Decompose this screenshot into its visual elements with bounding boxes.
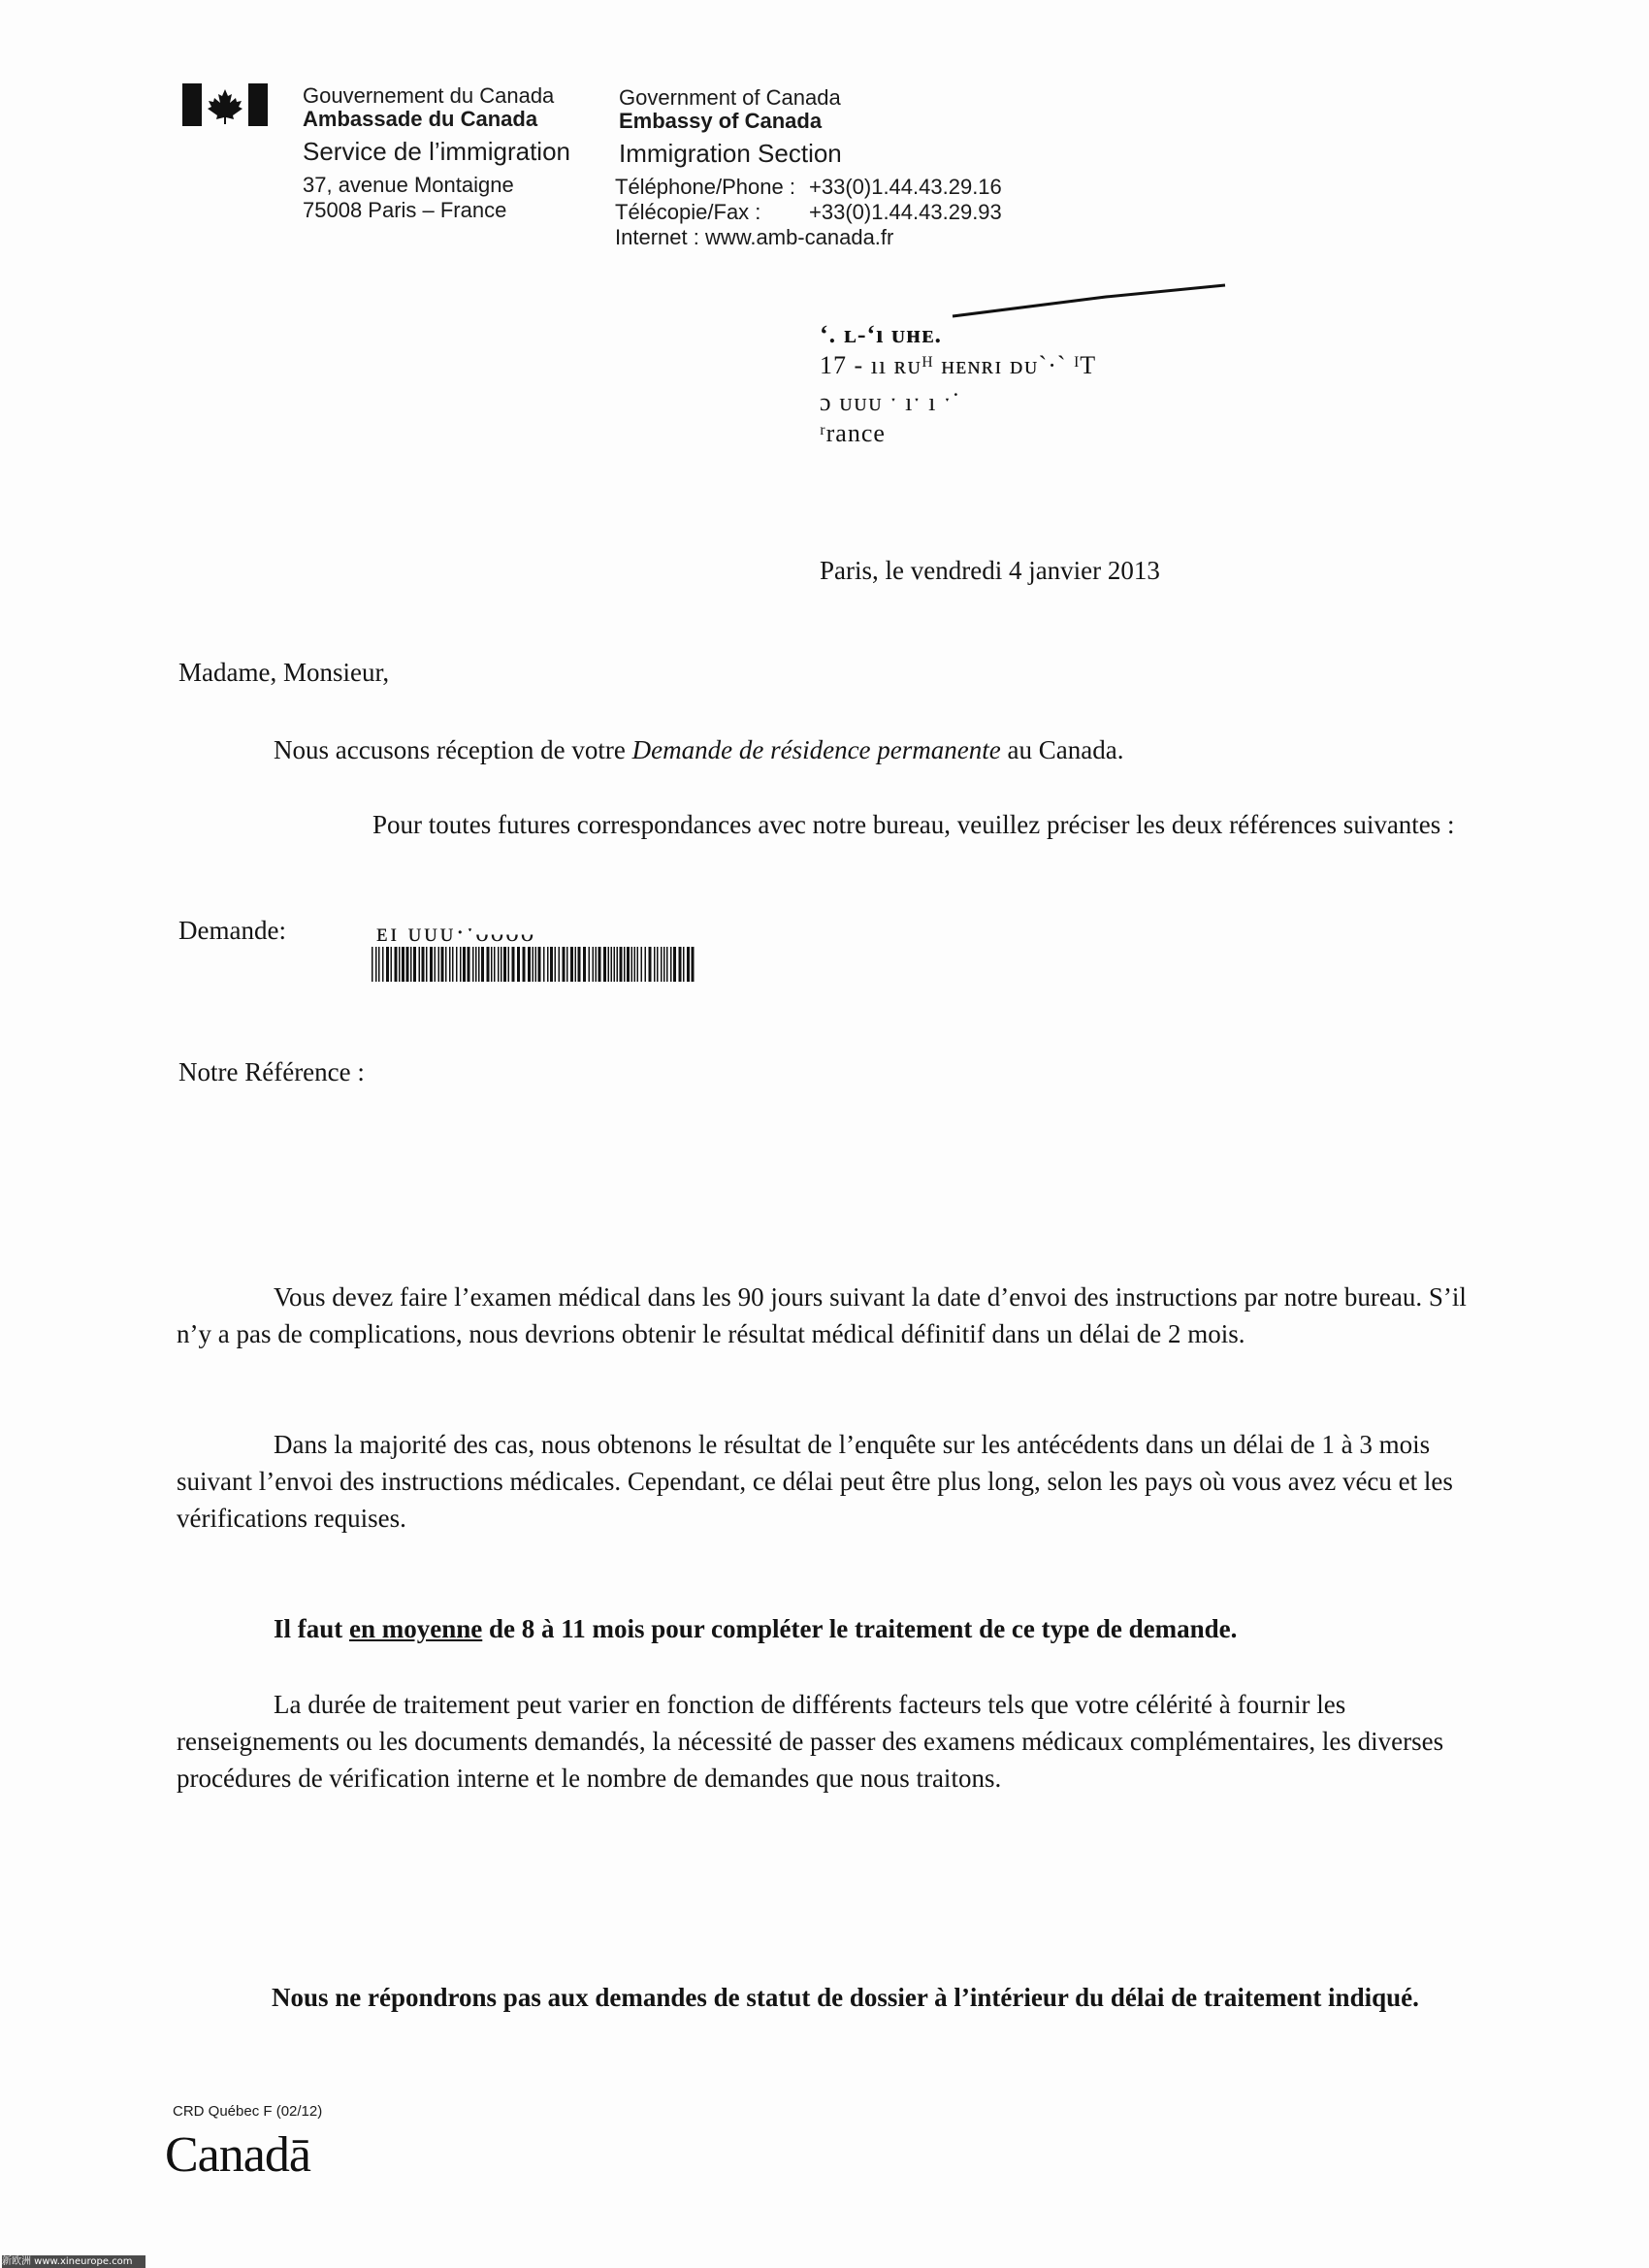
- recipient-street: 17 - ıı ʀᴜᴴ ʜᴇɴʀɪ ᴅᴜ`·` ᴵT: [820, 351, 1097, 379]
- references-paragraph: Pour toutes futures correspondances avec notre bureau, veuillez préciser les deux références suivantes :: [372, 810, 1455, 839]
- processing-text-end: de 8 à 11 mois pour compléter le traitement de ce type de demande.: [482, 1614, 1238, 1643]
- ack-text-end: au Canada.: [1000, 735, 1124, 764]
- address-line-1: 37, avenue Montaigne: [303, 173, 514, 197]
- fax-label: Télécopie/Fax :: [615, 200, 761, 224]
- letter-date: Paris, le vendredi 4 janvier 2013: [820, 556, 1160, 585]
- recipient-city: ɔ ᴜᴜᴜ ˑ ıˑ ı ˑ˙: [820, 388, 961, 416]
- demande-label: Demande:: [178, 916, 286, 945]
- redaction-stroke: [951, 277, 1227, 318]
- processing-text-start: Il faut: [274, 1614, 350, 1643]
- address-line-2: 75008 Paris – France: [303, 198, 507, 222]
- section-name-en: Immigration Section: [619, 139, 842, 168]
- processing-time-statement: [274, 1610, 1237, 1647]
- embassy-name-fr: Ambassade du Canada: [303, 107, 538, 131]
- gov-name-fr: Gouvernement du Canada: [303, 83, 555, 108]
- section-name-fr: Service de l’immigration: [303, 137, 570, 166]
- processing-factors-paragraph: La durée de traitement peut varier en fonction de différents facteurs tels que votre célérité à fournir les renseignements ou les documents demandés, la nécessité de passer des examens médicaux complémentaires, les diverses procédures de vérification interne et le nombre de demandes que nous traitons.: [177, 1690, 1444, 1793]
- barcode-icon: [372, 947, 696, 982]
- internet-address: Internet : www.amb-canada.fr: [615, 225, 894, 249]
- fax-number: +33(0)1.44.43.29.93: [809, 200, 1002, 224]
- canada-flag-icon: [182, 83, 268, 126]
- phone-number: +33(0)1.44.43.29.16: [809, 175, 1002, 199]
- application-type: Demande de résidence permanente: [631, 735, 1001, 764]
- embassy-name-en: Embassy of Canada: [619, 109, 823, 133]
- processing-underlined: en moyenne: [349, 1614, 483, 1643]
- phone-label: Téléphone/Phone :: [615, 175, 795, 199]
- salutation: Madame, Monsieur,: [178, 658, 390, 687]
- gov-name-en: Government of Canada: [619, 85, 841, 110]
- notre-reference-label: Notre Référence :: [178, 1057, 365, 1086]
- recipient-name: ‘. ʟ-‘ı ᴜʜᴇ.: [820, 320, 943, 348]
- canada-wordmark: Canadā: [165, 2127, 310, 2183]
- recipient-country: ʳrance: [820, 419, 886, 447]
- watermark: 新欧洲 www.xineurope.com: [2, 2255, 146, 2268]
- form-code: CRD Québec F (02/12): [173, 2103, 323, 2120]
- acknowledgement-paragraph: [274, 731, 1123, 768]
- status-request-notice: Nous ne répondrons pas aux demandes de statut de dossier à l’intérieur du délai de traitement indiqué.: [272, 1983, 1419, 2012]
- background-check-paragraph: Dans la majorité des cas, nous obtenons le résultat de l’enquête sur les antécédents dans un délai de 1 à 3 mois suivant l’envoi des instructions médicales. Cependant, ce délai peut être plus long, selon les pays où vous avez vécu et les vérifications requises.: [177, 1430, 1453, 1533]
- ack-text-start: Nous accusons réception de votre: [274, 735, 632, 764]
- medical-exam-paragraph: Vous devez faire l’examen médical dans les 90 jours suivant la date d’envoi des instructions par notre bureau. S’il n’y a pas de complications, nous devrions obtenir le résultat médical définitif dans un délai de 2 mois.: [177, 1282, 1467, 1348]
- demande-number: ᴇɪ ᴜᴜᴜ·ˑᴗᴗᴗᴗ: [376, 918, 536, 947]
